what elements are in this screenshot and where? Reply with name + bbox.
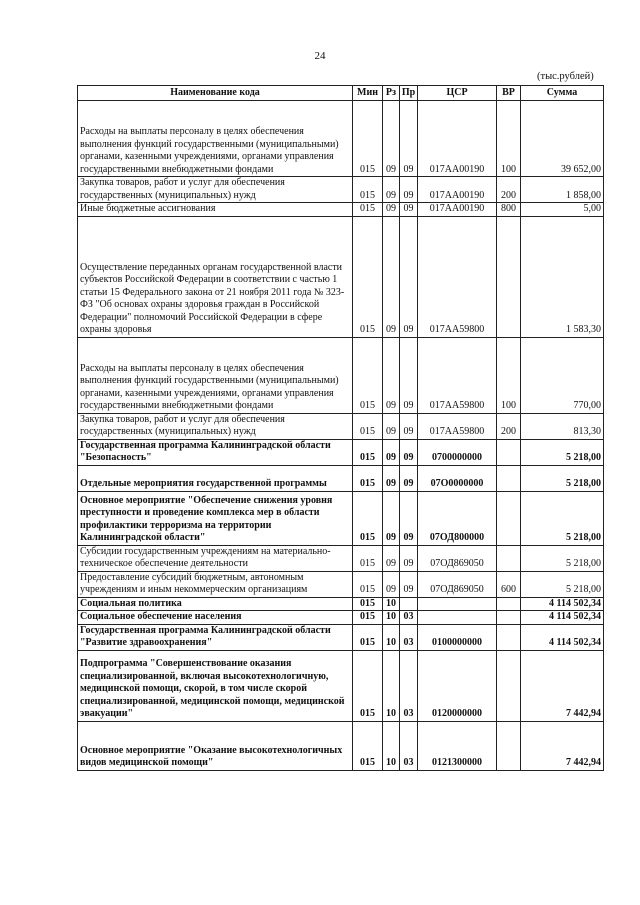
cell-pr: 09 [400, 545, 418, 571]
cell-pr [400, 597, 418, 611]
cell-rz: 10 [383, 650, 400, 721]
cell-min: 015 [353, 337, 383, 413]
header-min: Мин [353, 86, 383, 101]
cell-pr: 03 [400, 611, 418, 625]
cell-vr [497, 650, 521, 721]
table-row [78, 465, 604, 491]
cell-csr: 017АА59800 [418, 413, 497, 439]
cell-csr: 017АА59800 [418, 337, 497, 413]
cell-csr: 07ОД800000 [418, 491, 497, 545]
cell-rz: 09 [383, 203, 400, 217]
table-row [78, 101, 604, 177]
cell-rz: 09 [383, 216, 400, 337]
cell-rz: 10 [383, 721, 400, 770]
budget-table [77, 85, 604, 771]
table-row [78, 491, 604, 545]
cell-csr: 0700000000 [418, 439, 497, 465]
cell-name: Расходы на выплаты персоналу в целях обеспечения выполнения функций государственными (муниципальными) органами, казенными учреждениями, органами управления государственными внебюджетными фондами [78, 101, 353, 177]
cell-name: Расходы на выплаты персоналу в целях обеспечения выполнения функций государственными (муниципальными) органами, казенными учреждениями, органами управления государственными внебюджетными фондами [78, 337, 353, 413]
cell-vr: 100 [497, 101, 521, 177]
cell-min: 015 [353, 465, 383, 491]
cell-vr [497, 439, 521, 465]
cell-name: Подпрограмма "Совершенствование оказания специализированной, включая высокотехнологичную, медицинской помощи, скорой, в том числе скорой специализированной, медицинской помощи, медицинской эвакуации" [78, 650, 353, 721]
table-row [78, 177, 604, 203]
cell-min: 015 [353, 203, 383, 217]
cell-sum: 770,00 [521, 337, 604, 413]
cell-vr [497, 465, 521, 491]
cell-min: 015 [353, 650, 383, 721]
cell-min: 015 [353, 571, 383, 597]
cell-min: 015 [353, 597, 383, 611]
cell-pr: 03 [400, 721, 418, 770]
cell-csr: 017АА59800 [418, 216, 497, 337]
cell-sum: 5 218,00 [521, 571, 604, 597]
cell-csr: 017АА00190 [418, 177, 497, 203]
cell-vr [497, 611, 521, 625]
cell-name: Отдельные мероприятия государственной программы [78, 465, 353, 491]
cell-pr: 09 [400, 413, 418, 439]
cell-csr: 07О0000000 [418, 465, 497, 491]
cell-min: 015 [353, 216, 383, 337]
header-csr: ЦСР [418, 86, 497, 101]
cell-min: 015 [353, 439, 383, 465]
cell-sum: 7 442,94 [521, 721, 604, 770]
cell-vr [497, 597, 521, 611]
table-row [78, 611, 604, 625]
cell-vr [497, 491, 521, 545]
units-label: (тыс.рублей) [537, 71, 594, 82]
cell-sum: 4 114 502,34 [521, 624, 604, 650]
cell-vr [497, 721, 521, 770]
cell-rz: 09 [383, 465, 400, 491]
cell-name: Закупка товаров, работ и услуг для обеспечения государственных (муниципальных) нужд [78, 413, 353, 439]
cell-name: Государственная программа Калининградской области "Безопасность" [78, 439, 353, 465]
cell-min: 015 [353, 721, 383, 770]
table-row [78, 413, 604, 439]
cell-csr: 017АА00190 [418, 101, 497, 177]
cell-name: Социальное обеспечение населения [78, 611, 353, 625]
table-row [78, 624, 604, 650]
table-row [78, 337, 604, 413]
cell-name: Социальная политика [78, 597, 353, 611]
cell-pr: 09 [400, 101, 418, 177]
table-row [78, 545, 604, 571]
table-row [78, 439, 604, 465]
cell-pr: 09 [400, 465, 418, 491]
cell-csr: 0120000000 [418, 650, 497, 721]
cell-vr [497, 545, 521, 571]
cell-csr: 017АА00190 [418, 203, 497, 217]
cell-pr: 09 [400, 216, 418, 337]
cell-csr: 07ОД869050 [418, 571, 497, 597]
cell-name: Основное мероприятие "Оказание высокотехнологичных видов медицинской помощи" [78, 721, 353, 770]
cell-min: 015 [353, 413, 383, 439]
cell-rz: 09 [383, 545, 400, 571]
header-row [78, 86, 604, 101]
cell-min: 015 [353, 101, 383, 177]
cell-sum: 1 858,00 [521, 177, 604, 203]
cell-sum: 5 218,00 [521, 439, 604, 465]
cell-name: Закупка товаров, работ и услуг для обеспечения государственных (муниципальных) нужд [78, 177, 353, 203]
cell-sum: 39 652,00 [521, 101, 604, 177]
page-number: 24 [314, 50, 326, 62]
cell-rz: 09 [383, 571, 400, 597]
cell-vr: 200 [497, 177, 521, 203]
cell-pr: 09 [400, 177, 418, 203]
cell-rz: 09 [383, 413, 400, 439]
cell-name: Основное мероприятие "Обеспечение снижения уровня преступности и проведение комплекса мер в области профилактики терроризма на территории Калининградской области" [78, 491, 353, 545]
cell-pr: 03 [400, 624, 418, 650]
cell-rz: 10 [383, 624, 400, 650]
cell-vr: 600 [497, 571, 521, 597]
cell-rz: 09 [383, 491, 400, 545]
cell-pr: 09 [400, 439, 418, 465]
cell-sum: 813,30 [521, 413, 604, 439]
cell-pr: 09 [400, 203, 418, 217]
cell-vr: 200 [497, 413, 521, 439]
cell-pr: 03 [400, 650, 418, 721]
cell-sum: 5 218,00 [521, 491, 604, 545]
cell-min: 015 [353, 545, 383, 571]
cell-min: 015 [353, 177, 383, 203]
cell-rz: 10 [383, 611, 400, 625]
cell-sum: 4 114 502,34 [521, 611, 604, 625]
table-row [78, 203, 604, 217]
cell-sum: 5 218,00 [521, 545, 604, 571]
cell-rz: 09 [383, 337, 400, 413]
cell-name: Осуществление переданных органам государственной власти субъектов Российской Федерации в соответствии с частью 1 статьи 15 Федерального закона от 21 ноября 2011 года № 323-ФЗ "Об основах охраны здоровья граждан в Российской Федерации" полномочий Российской Федерации в сфере охраны здоровья [78, 216, 353, 337]
table-row [78, 571, 604, 597]
cell-name: Предоставление субсидий бюджетным, автономным учреждениям и иным некоммерческим организациям [78, 571, 353, 597]
cell-min: 015 [353, 611, 383, 625]
cell-sum: 4 114 502,34 [521, 597, 604, 611]
cell-sum: 5 218,00 [521, 465, 604, 491]
cell-name: Государственная программа Калининградской области "Развитие здравоохранения" [78, 624, 353, 650]
cell-pr: 09 [400, 337, 418, 413]
table-row [78, 650, 604, 721]
cell-csr: 0121300000 [418, 721, 497, 770]
cell-name: Иные бюджетные ассигнования [78, 203, 353, 217]
cell-csr [418, 597, 497, 611]
header-vr: ВР [497, 86, 521, 101]
cell-sum: 7 442,94 [521, 650, 604, 721]
cell-csr: 0100000000 [418, 624, 497, 650]
cell-name: Субсидии государственным учреждениям на материально-техническое обеспечение деятельности [78, 545, 353, 571]
cell-sum: 1 583,30 [521, 216, 604, 337]
cell-min: 015 [353, 491, 383, 545]
table-row [78, 597, 604, 611]
cell-csr: 07ОД869050 [418, 545, 497, 571]
table-row [78, 216, 604, 337]
table-row [78, 721, 604, 770]
cell-vr: 100 [497, 337, 521, 413]
cell-rz: 09 [383, 439, 400, 465]
cell-vr [497, 624, 521, 650]
header-sum: Сумма [521, 86, 604, 101]
header-rz: Рз [383, 86, 400, 101]
cell-csr [418, 611, 497, 625]
cell-rz: 09 [383, 177, 400, 203]
cell-rz: 10 [383, 597, 400, 611]
cell-min: 015 [353, 624, 383, 650]
cell-vr [497, 216, 521, 337]
cell-rz: 09 [383, 101, 400, 177]
cell-pr: 09 [400, 491, 418, 545]
cell-pr: 09 [400, 571, 418, 597]
header-pr: Пр [400, 86, 418, 101]
header-name: Наименование кода [78, 86, 353, 101]
cell-vr: 800 [497, 203, 521, 217]
cell-sum: 5,00 [521, 203, 604, 217]
